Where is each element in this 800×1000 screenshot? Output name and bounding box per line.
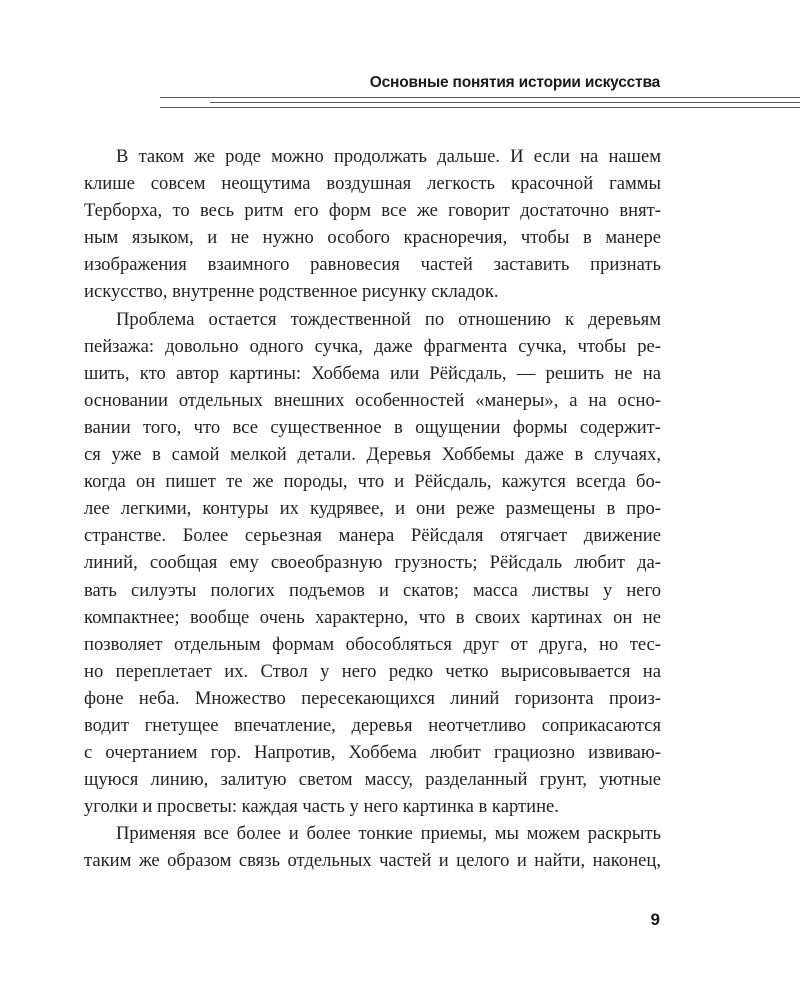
text-line: уголки и просветы: каждая часть у него картинка в картине. [84,796,559,818]
body-text [84,143,661,875]
text-line: ным языком, и не нужно особого красноречия, чтобы в манере [84,227,661,249]
text-line: основании отдельных внешних особенностей «манеры», а на осно- [84,389,661,411]
text-line: клише совсем неощутима воздушная легкость красочной гаммы [84,173,661,195]
text-line: шить, кто автор картины: Хоббема или Рёйсдаль, — решить не на [84,362,661,384]
header-rule-top [160,97,800,98]
text-line: ся уже в самой мелкой детали. Деревья Хоббемы даже в случаях, [84,444,661,466]
text-line: фоне неба. Множество пересекающихся линий горизонта произ- [84,687,661,709]
page-number: 9 [650,910,660,929]
text-line: таким же образом связь отдельных частей и целого и найти, наконец, [84,850,661,872]
text-line: компактнее; вообще очень характерно, что в своих картинах он не [84,606,661,628]
text-line: Терборха, то весь ритм его форм все же говорит достаточно внят- [84,200,661,222]
paragraph-3 [84,820,661,874]
text-line: линий, сообщая ему своеобразную грузность; Рёйсдаль любит да- [84,552,661,574]
text-line: вать силуэты пологих подъемов и скатов; масса листвы у него [84,579,661,601]
text-line: искусство, внутренне родственное рисунку складок. [84,281,499,303]
text-line: изображения взаимного равновесия частей заставить признать [84,254,661,276]
text-line: Проблема остается тождественной по отношению к деревьям [116,308,661,330]
text-line: щуюся линию, залитую светом массу, разделанный грунт, уютные [84,769,661,791]
text-line: с очертанием гор. Напротив, Хоббема любит грациозно извиваю- [84,742,661,764]
text-line: когда он пишет те же породы, что и Рёйсдаль, кажутся всегда бо- [84,471,661,493]
text-line: Применяя все более и более тонкие приемы, мы можем раскрыть [116,823,661,845]
text-line: В таком же роде можно продолжать дальше. И если на нашем [116,146,661,167]
header-rule-bottom [160,107,800,108]
text-line: пейзажа: довольно одного сучка, даже фрагмента сучка, чтобы ре- [84,335,661,357]
text-line: водит гнетущее впечатление, деревья неотчетливо соприкасаются [84,714,661,736]
paragraph-1 [84,143,661,306]
paragraph-2 [84,306,661,821]
header-rule-middle [210,102,800,103]
text-line: позволяет отдельным формам обособляться друг от друга, но тес- [84,633,661,655]
text-line: но переплетает их. Ствол у него редко четко вырисовывается на [84,660,661,682]
text-line: вании того, что все существенное в ощущении формы содержит- [84,416,661,438]
text-line: странстве. Более серьезная манера Рёйсдаля отягчает движение [84,525,661,547]
text-line: лее легкими, контуры их кудрявее, и они реже размещены в про- [84,498,661,520]
running-head: Основные понятия истории искусства [369,74,660,91]
